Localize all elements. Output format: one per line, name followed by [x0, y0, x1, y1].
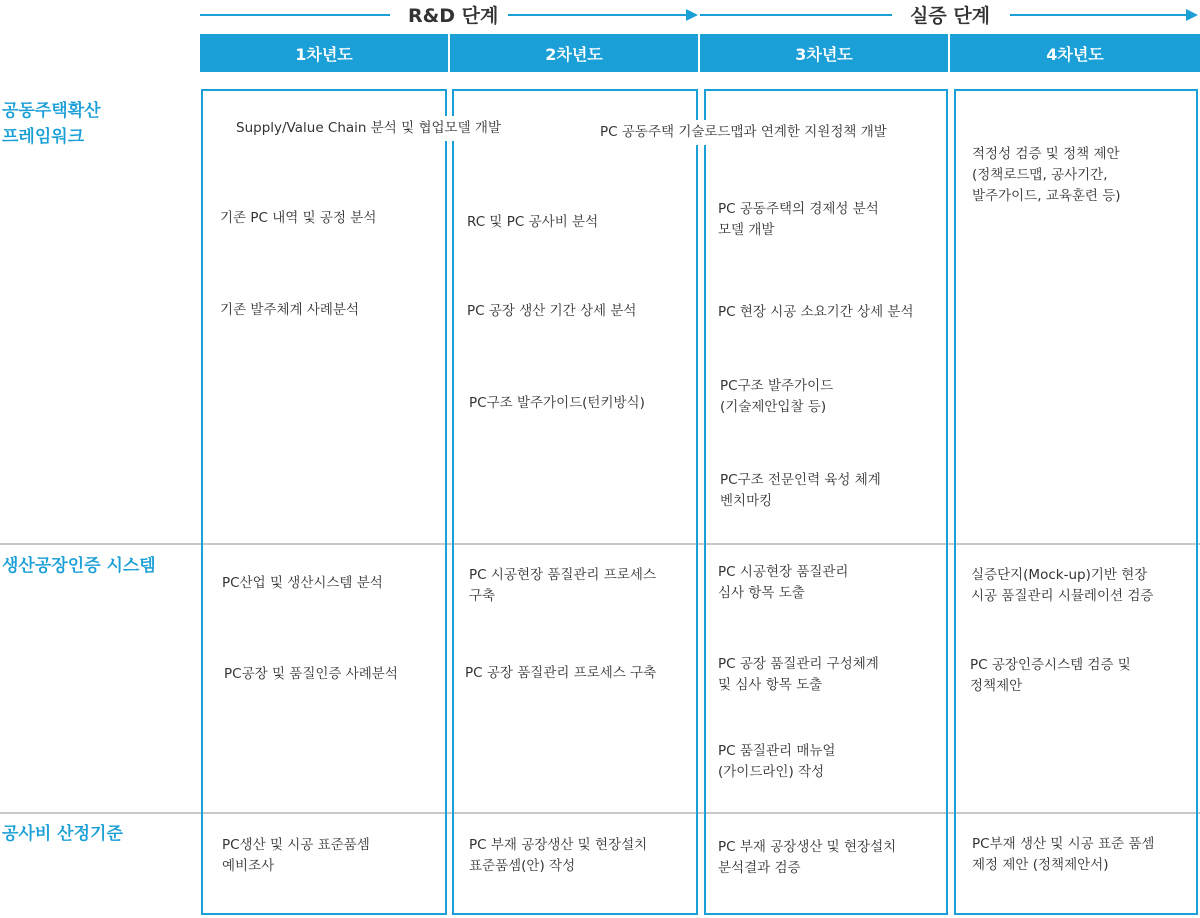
framework-y1-item-1: 기존 PC 내역 및 공정 분석 [220, 210, 377, 226]
cost-y2-item-1: PC 부재 공장생산 및 현장설치 표준품셈(안) 작성 [469, 837, 648, 874]
year-header-3: 3차년도 [700, 34, 948, 72]
factory-y3-item-1: PC 시공현장 품질관리 심사 항목 도출 [718, 564, 849, 601]
cost-y3-item-1: PC 부재 공장생산 및 현장설치 분석결과 검증 [718, 839, 897, 876]
column-box-year-4 [954, 89, 1198, 915]
factory-y4-item-1: 실증단지(Mock-up)기반 현장 시공 품질관리 시뮬레이션 검증 [971, 567, 1154, 604]
rd-phase-line-right [508, 14, 688, 16]
row-label-framework: 공동주택확산 프레임워크 [2, 101, 101, 147]
framework-y3-item-1: PC 공동주택의 경제성 분석 모델 개발 [718, 201, 879, 238]
demo-phase-arrow-icon [1186, 9, 1198, 21]
framework-y2-item-2: PC 공장 생산 기간 상세 분석 [467, 303, 637, 319]
framework-y3-item-2: PC 현장 시공 소요기간 상세 분석 [718, 304, 914, 320]
factory-y3-item-3: PC 품질관리 매뉴얼 (가이드라인) 작성 [718, 743, 836, 780]
rd-phase-arrow-icon [686, 9, 698, 21]
banner-policy-development: PC 공동주택 기술로드맵과 연계한 지원정책 개발 [596, 120, 891, 145]
year-header-1: 1차년도 [200, 34, 448, 72]
factory-y2-item-1: PC 시공현장 품질관리 프로세스 구축 [469, 567, 656, 604]
framework-y2-item-3: PC구조 발주가이드(턴키방식) [469, 395, 645, 411]
rd-phase-label: R&D 단계 [398, 1, 508, 28]
factory-y2-item-2: PC 공장 품질관리 프로세스 구축 [465, 665, 657, 681]
row-label-cost: 공사비 산정기준 [2, 824, 123, 844]
factory-y1-item-1: PC산업 및 생산시스템 분석 [222, 575, 383, 591]
demo-phase-line-left [700, 14, 892, 16]
framework-y4-item-1: 적정성 검증 및 정책 제안 (정책로드맵, 공사기간, 발주가이드, 교육훈련 등) [972, 146, 1121, 204]
cost-y4-item-1: PC부재 생산 및 시공 표준 품셈 제정 제안 (정책제안서) [972, 836, 1155, 873]
factory-y3-item-2: PC 공장 품질관리 구성체계 및 심사 항목 도출 [718, 656, 879, 693]
rd-phase-line-left [200, 14, 390, 16]
year-header-2: 2차년도 [450, 34, 698, 72]
year-header-4: 4차년도 [950, 34, 1200, 72]
framework-y1-item-2: 기존 발주체계 사례분석 [220, 302, 359, 318]
row-label-factory: 생산공장인증 시스템 [2, 556, 156, 576]
framework-y2-item-1: RC 및 PC 공사비 분석 [467, 214, 599, 230]
banner-supply-value-chain: Supply/Value Chain 분석 및 협업모델 개발 [232, 116, 505, 141]
factory-y4-item-2: PC 공장인증시스템 검증 및 정책제안 [970, 657, 1131, 694]
demo-phase-label: 실증 단계 [900, 1, 1000, 28]
demo-phase-line-right [1010, 14, 1186, 16]
cost-y1-item-1: PC생산 및 시공 표준품셈 예비조사 [222, 837, 370, 874]
framework-y3-item-3: PC구조 발주가이드 (기술제안입찰 등) [720, 378, 834, 415]
factory-y1-item-2: PC공장 및 품질인증 사례분석 [224, 666, 398, 682]
framework-y3-item-4: PC구조 전문인력 육성 체계 벤치마킹 [720, 472, 881, 509]
